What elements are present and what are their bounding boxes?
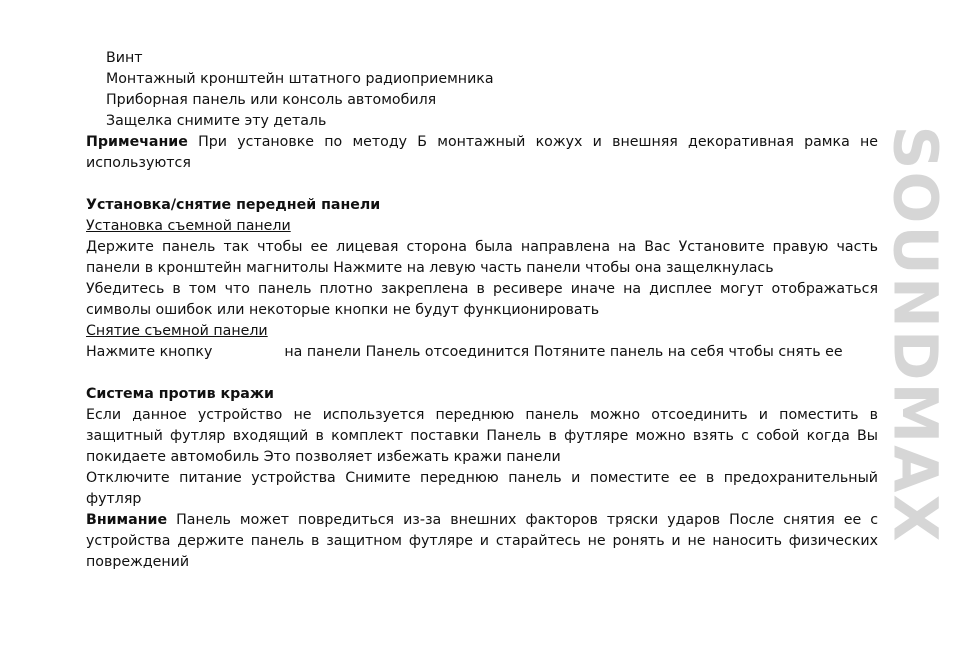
install-text-line: Убедитесь в том что панель плотно закреплена в ресивере иначе на дисплее могут отображаться [86,281,878,297]
warning-label: Внимание [86,512,168,528]
remove-text-line [86,342,878,363]
soundmax-logo-text: SOUNDMAX [879,125,951,543]
manual-page-text [86,48,878,573]
install-text-line: Держите панель так чтобы ее лицевая сторона была направлена на Вас Установите правую часть [86,239,878,255]
remove-panel-subheading: Снятие съемной панели [86,323,268,339]
remove-text-part2: на панели Панель отсоединится Потяните панель на себя чтобы снять ее [284,344,843,360]
anti-theft-text-line: защитный футляр входящий в комплект поставки Панель в футляре можно взять с собой когда Вы [86,428,878,444]
parts-list-item: Винт [106,50,143,66]
spacer [86,363,878,384]
install-text-line: символы ошибок или некоторые кнопки не будут функционировать [86,302,600,318]
soundmax-logo [880,54,950,614]
note-paragraph-line [86,132,878,153]
anti-theft-text-line: Отключите питание устройства Снимите переднюю панель и поместите ее в предохранительный [86,470,878,486]
spacer [86,174,878,195]
warning-text: Панель может повредиться из-за внешних факторов тряски ударов После снятия ее с [176,512,878,528]
note-label: Примечание [86,134,188,150]
anti-theft-text-line: покидаете автомобиль Это позволяет избежать кражи панели [86,449,561,465]
parts-list-item: Монтажный кронштейн штатного радиоприемника [106,71,494,87]
warning-paragraph-line [86,510,878,531]
front-panel-heading: Установка/снятие передней панели [86,197,381,213]
note-text: При установке по методу Б монтажный кожух и внешняя декоративная рамка не [198,134,879,150]
warning-text-line: повреждений [86,554,190,570]
warning-text-line: устройства держите панель в защитном футляре и старайтесь не ронять и не наносить физических [86,533,878,549]
install-text-line: панели в кронштейн магнитолы Нажмите на левую часть панели чтобы она защелкнулась [86,260,774,276]
anti-theft-text-line: Если данное устройство не используется переднюю панель можно отсоединить и поместить в [86,407,878,423]
install-panel-subheading: Установка съемной панели [86,218,291,234]
note-text-cont: используются [86,155,191,171]
anti-theft-text-line: футляр [86,491,142,507]
parts-list-item: Защелка снимите эту деталь [106,113,327,129]
parts-list-item: Приборная панель или консоль автомобиля [106,92,437,108]
anti-theft-heading: Система против кражи [86,386,274,402]
remove-text-part1: Нажмите кнопку [86,344,213,360]
